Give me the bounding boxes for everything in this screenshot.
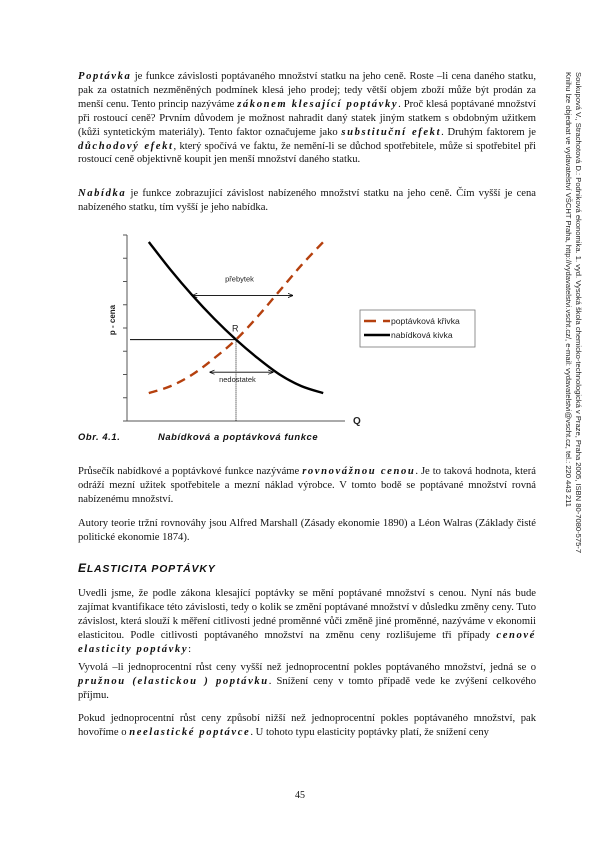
text: Pokud jednoprocentní růst ceny způsobí nižší než jednoprocentní pokles poptávaného množství, pak hovoříme o: [78, 713, 536, 738]
text: Autory teorie tržní rovnováhy jsou Alfred Marshall (Zásady ekonomie 1890) a Léon Walras (Základy čisté politické ekonomie 1874).: [78, 518, 536, 543]
text: , který spočívá ve faktu, že nemění-li se důchod spotřebitele, může si spotřebitel při rostoucí ceně objektivně koupit jen menší množství daného statku.: [78, 140, 536, 166]
citation-line-2: Knihu lze objednat ve vydavatelství VŠCHT Praha, http://vydavatelstvi.vscht.cz/, e-mail: vydavatelstvi@vscht.cz, tel.: 220 443 211: [564, 72, 573, 507]
figure-number: Obr. 4.1.: [78, 431, 121, 442]
paragraph-pokud: [78, 712, 536, 740]
x-axis-label: Q: [353, 416, 361, 427]
text: . Snížení ceny v tomto případě vede ke zvýšení celkového příjmu.: [78, 675, 536, 701]
term-cenova-elasticita: cenové elasticity poptávky: [78, 629, 536, 655]
text: . Druhým faktorem je: [441, 126, 536, 138]
term-substitucni-efekt: substituční efekt: [341, 126, 442, 138]
term-zakon-klesajici-poptavky: zákonem klesající poptávky: [237, 98, 399, 110]
term-poptavka: Poptávka: [78, 71, 132, 82]
text: . U tohoto typu elasticity poptávky platí, že snížení ceny: [250, 726, 489, 738]
term-neelasticka-poptavka: neelastické poptávce: [129, 726, 251, 738]
y-axis-label: p - cena: [108, 304, 117, 336]
text: Průsečík nabídkové a poptávkové funkce nazýváme: [78, 466, 303, 477]
legend-label-0: poptávková křivka: [391, 316, 460, 326]
legend-label-1: nabídková kivka: [391, 330, 453, 340]
paragraph-autory: [78, 517, 536, 545]
text: Uvedli jsme, že podle zákona klesající poptávky se mění poptávané množství s cenou. Nyní nás bude zajímat kvantifikace této závislosti, tedy o kolik se změní poptávané množství v důsledku změny ceny. Tuto závislost, která slouží k měření citlivosti jedné proměnné vůči změně jiné proměnné, nazýváme v ekonomii elasticitou. Podle citlivosti poptávaného množství na změnu ceny rozlišujeme tři případy: [78, 588, 536, 641]
page-number: 45: [295, 790, 305, 801]
annotation-label-1: nedostatek: [219, 375, 256, 385]
citation-line-1: Soukupová V., Strachotová D.: Podniková ekonomika. 1. vyd. Vysoká škola chemicko-technologická v Praze, Praha 2005, ISBN 80-7080-575-7: [574, 72, 583, 554]
term-duchodovy-efekt: důchodový efekt: [78, 140, 174, 152]
term-pruzna-poptavka: pružnou (elastickou ) poptávku: [78, 675, 269, 687]
annotation-label-0: přebytek: [225, 274, 254, 284]
sidebar-citation: [563, 72, 583, 554]
term-rovnovazna-cena: rovnovážnou cenou: [302, 466, 416, 477]
heading-initial: E: [78, 561, 87, 575]
text: je funkce závislosti poptávaného množství statku na jeho ceně. Roste –li cena daného statku, pak za ostatních nezměněných podmínek klesá jeho prodej; tedy větší objem zboží může být prodán za menší cenu. Tento princip nazýváme: [78, 71, 536, 110]
text: Vyvolá –li jednoprocentní růst ceny vyšší než jednoprocentní pokles poptávaného množství, jedná se o: [78, 662, 536, 673]
heading-rest: LASTICITA POPTÁVKY: [86, 563, 216, 575]
figure-caption: [78, 431, 318, 442]
text: je funkce zobrazující závislost nabízeného množství statku na jeho ceně. Čím vyšší je cena nabízeného statku, tím vyšší je jeho nabídka.: [78, 188, 536, 213]
paragraph-uvedli: [78, 587, 536, 657]
equilibrium-label: R: [232, 323, 239, 334]
text: . Je to taková hodnota, která odráží mezní užitek spotřebitele a mezní náklad výrobce. V tomto bodě se poptávané množství rovná nabízenému množství.: [78, 466, 536, 505]
paragraph-prusecik: [78, 465, 536, 507]
term-nabidka: Nabídka: [78, 188, 127, 199]
paragraph-vyvola: [78, 661, 536, 703]
text: :: [188, 643, 192, 655]
text: . Proč klesá poptávané množství při rostoucí ceně? Prvním důvodem je možnost nahradit daný statek jiným statkem s obdobným užitkem (kůži syntetickým materiály). Tento faktor označujeme jako: [78, 98, 536, 138]
figure-title: Nabídková a poptávková funkce: [158, 431, 319, 442]
section-heading: [78, 561, 216, 575]
